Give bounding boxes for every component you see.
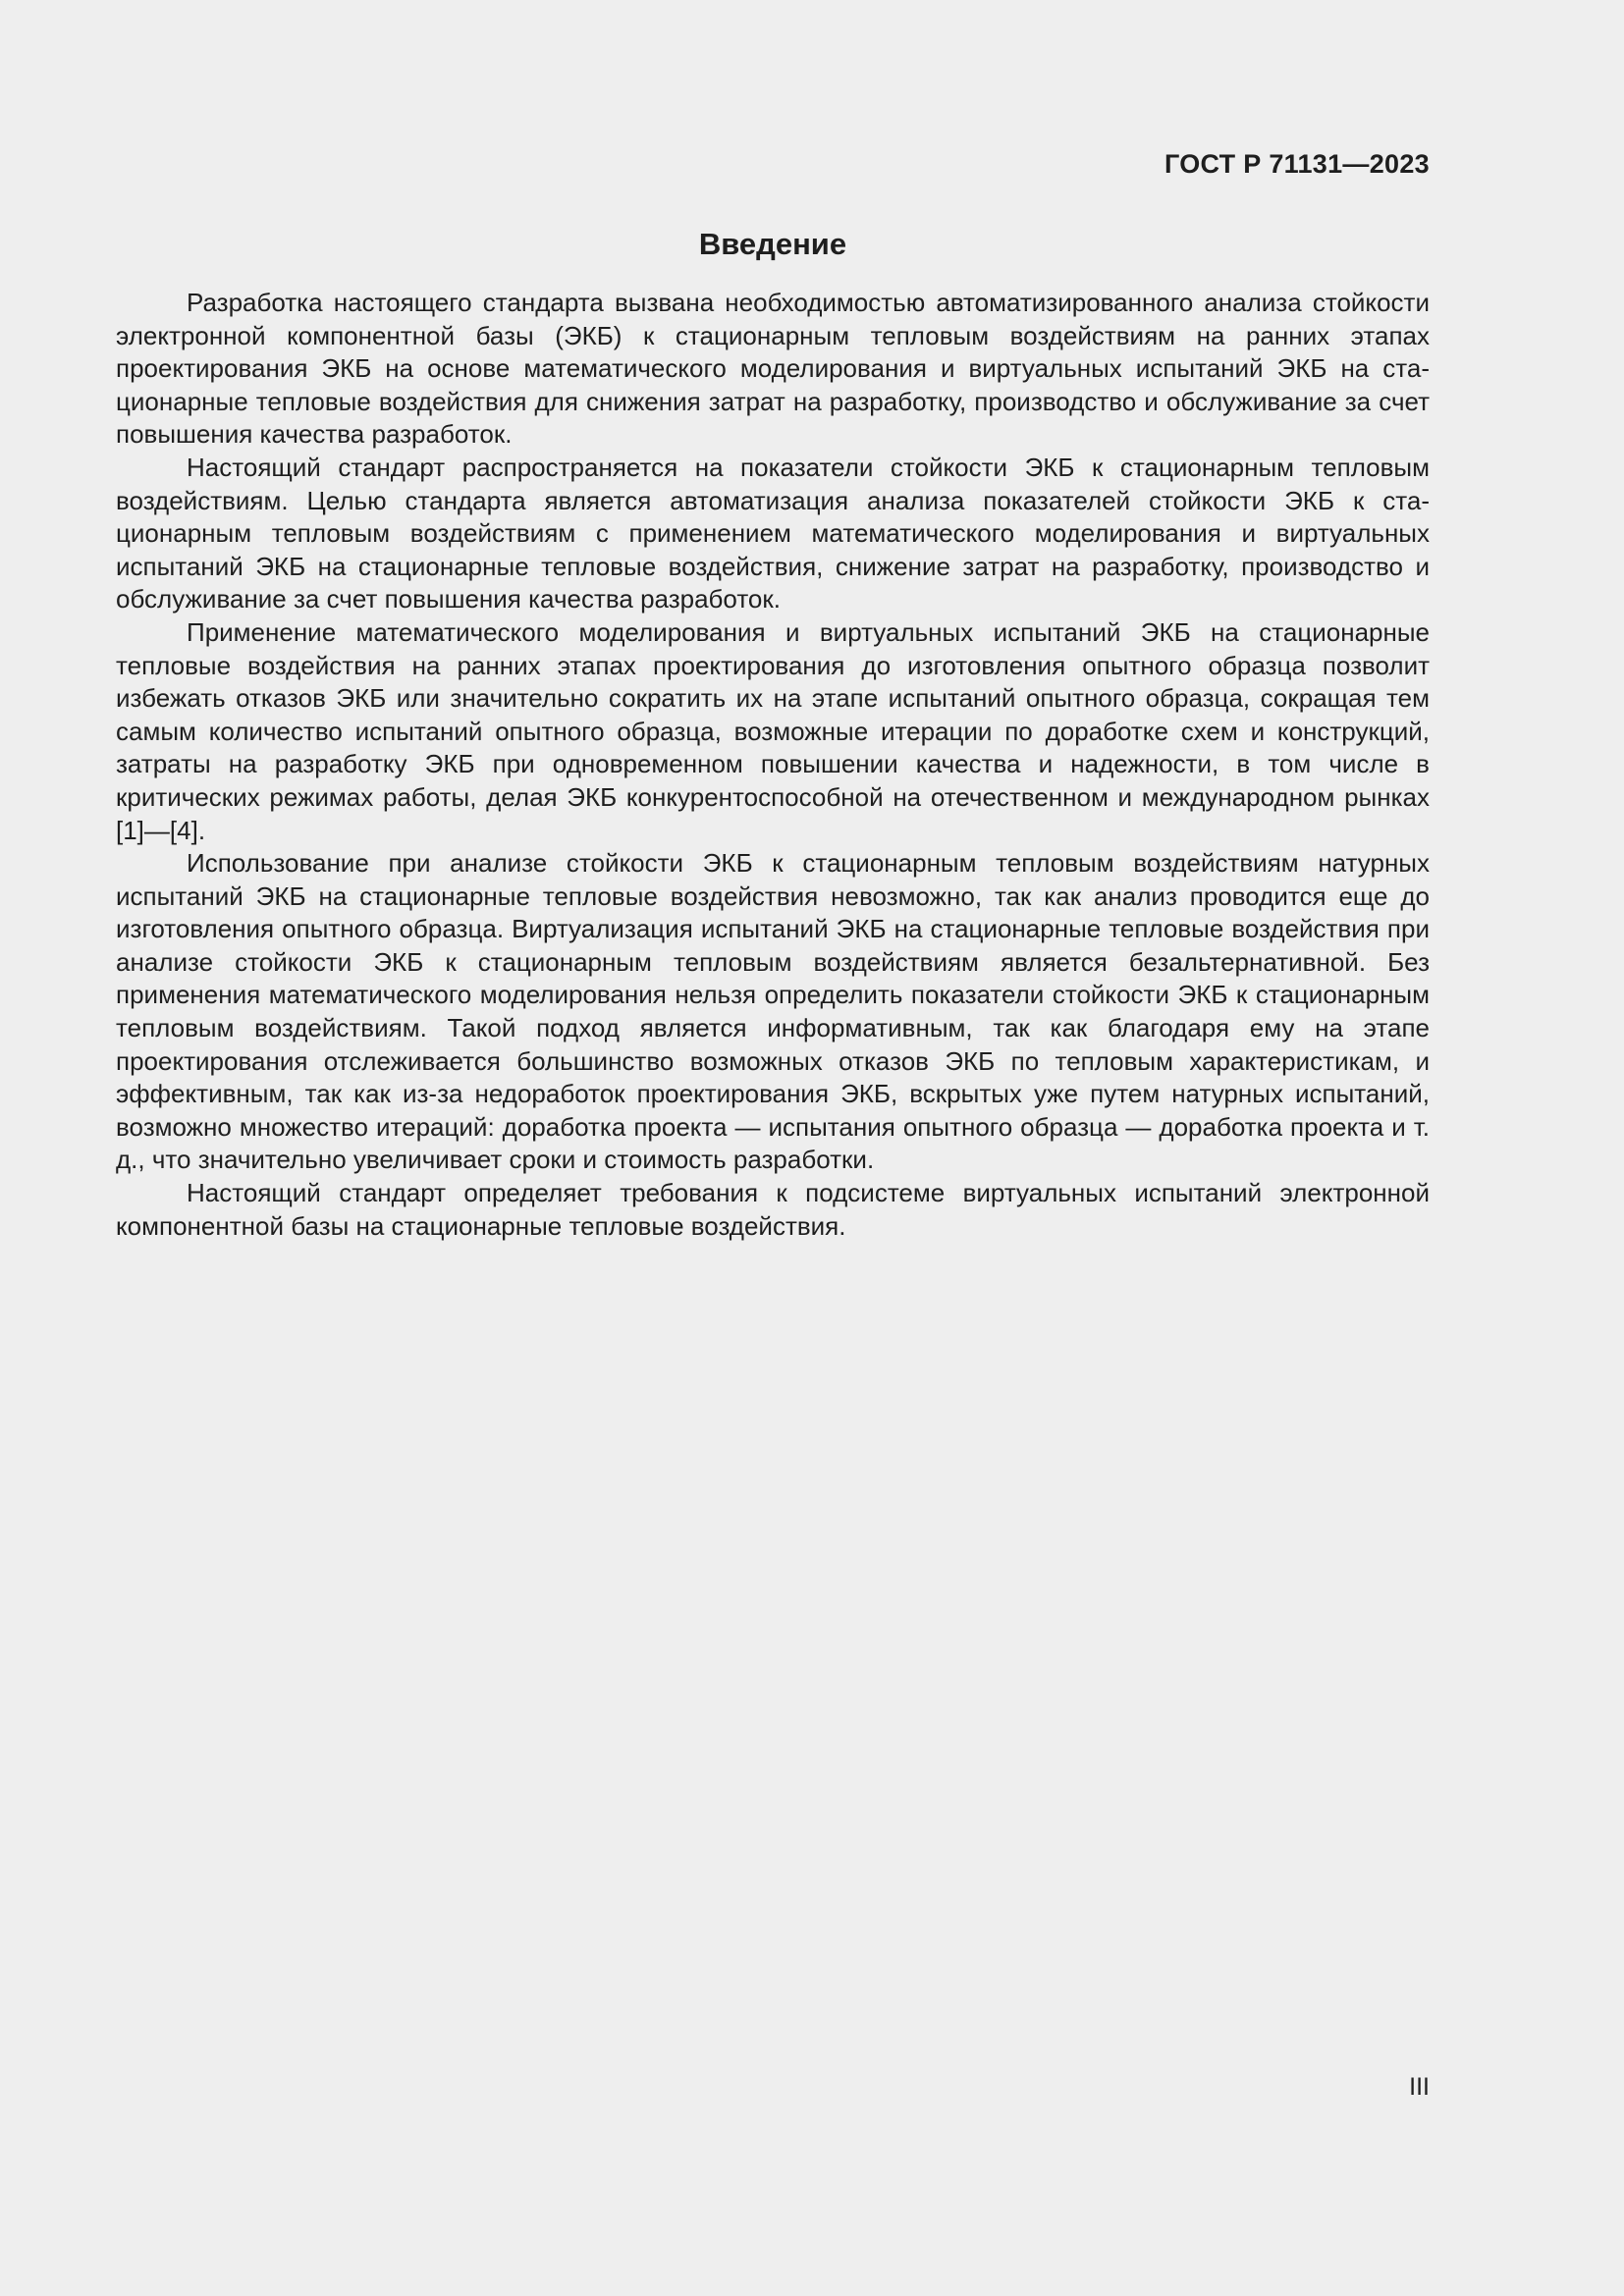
document-code: ГОСТ Р 71131—2023: [1164, 149, 1430, 179]
paragraph-3: Применение математического моделирования и виртуальных испытаний ЭКБ на стационарные тепловые воздействия на ранних этапах проектирования до изготовления опытного образца позволит избежать отказов ЭКБ или значительно сократить их на этапе испытаний опытного образца, сокращая тем самым количество испытаний опытного образца, возможные итерации по доработке схем и конструкций, затраты на разработку ЭКБ при одновременном повышении качества и надежности, в том числе в критических режимах работы, делая ЭКБ конкурентоспособной на отечественном и международном рынках [1]—[4].: [116, 616, 1430, 845]
section-title: Введение: [698, 227, 847, 261]
paragraph-5: Настоящий стандарт определяет требования к подсистеме виртуальных испытаний электронной компонентной базы на стационарные тепловые воздействия.: [116, 1178, 1430, 1241]
body-text: [116, 287, 1430, 1243]
paragraph-1: Разработка настоящего стандарта вызвана необходимостью автоматизированного анализа стойкости электронной компонентной базы (ЭКБ) к стационарным тепловым воздействиям на ранних этапах проектирования ЭКБ на основе математического моделирования и виртуальных испытаний ЭКБ на стационарные тепловые воздействия для снижения затрат на разработку, производство и обслуживание за счет повышения качества разработок.: [116, 288, 1430, 450]
paragraph-4: Использование при анализе стойкости ЭКБ к стационарным тепловым воздействиям натурных испытаний ЭКБ на стационарные тепловые воздействия невозможно, так как анализ проводится еще до изготовления опытного образца. Виртуализация испытаний ЭКБ на стационарные тепловые воздействия при анализе стойкости ЭКБ к стационарным тепловым воздействиям является безальтернативной. Без применения математического моделирования нельзя определить показатели стойкости ЭКБ к стационарным тепловым воздействиям. Такой подход является информативным, так как благодаря ему на этапе проектирования отслеживается большинство возможных отказов ЭКБ по тепловым характеристикам, и эффективным, так как из-за недоработок проектирования ЭКБ, вскрытых уже путем натурных испытаний, возможно множество итераций: доработка проекта — испытания опытного образца — доработка проекта и т. д., что значительно увеличивает сроки и стоимость разработки.: [116, 848, 1430, 1175]
page-number: III: [1409, 2073, 1430, 2101]
paragraph-2: Настоящий стандарт распространяется на показатели стойкости ЭКБ к стационарным тепловым воздействиям. Целью стандарта является автоматизация анализа показателей стойкости ЭКБ к стационарным тепловым воздействиям с применением математического моделирования и виртуальных испытаний ЭКБ на стационарные тепловые воздействия, снижение затрат на разработку, производство и обслуживание за счет повышения качества разработок.: [116, 452, 1430, 614]
